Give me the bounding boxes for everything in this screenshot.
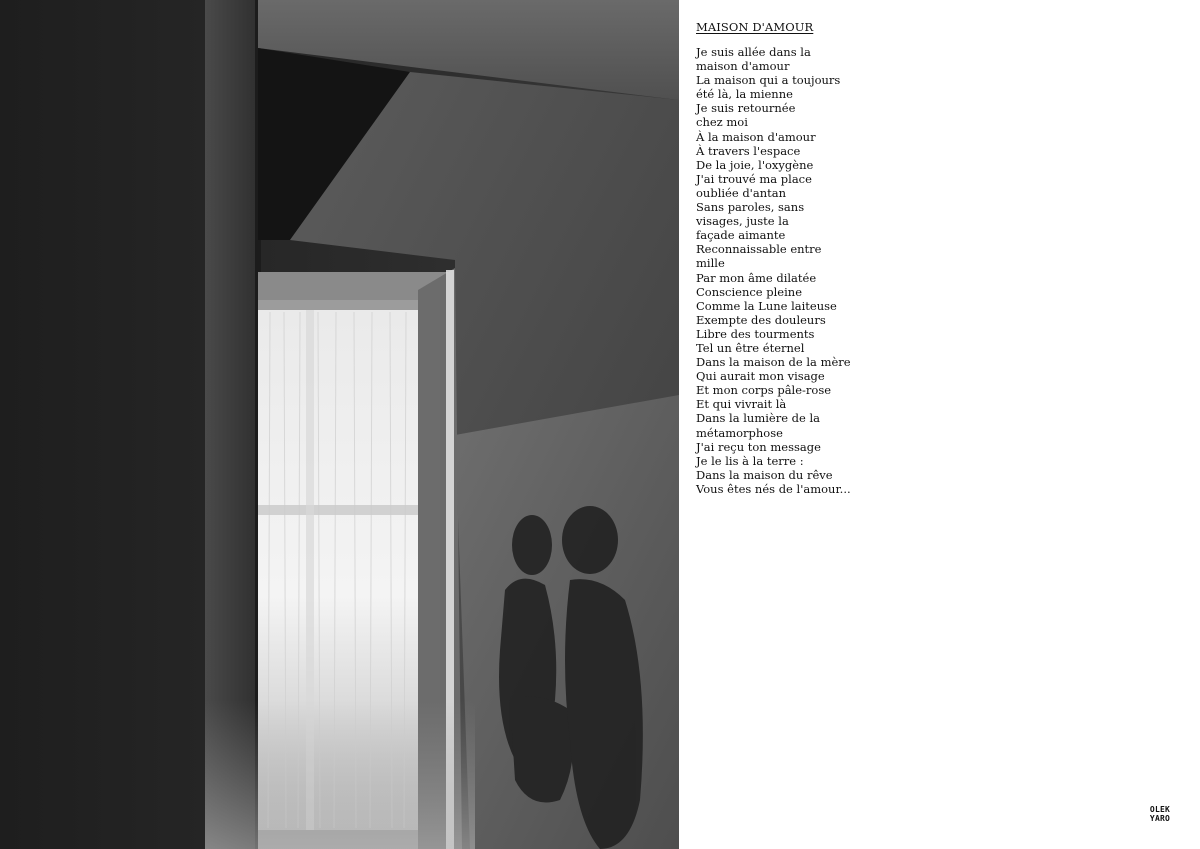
poem-line: visages, juste la xyxy=(696,214,789,229)
poem-line: oubliée d'antan xyxy=(696,185,786,200)
poem-line: mille xyxy=(696,256,725,271)
poem-line: Et qui vivrait là xyxy=(696,397,787,412)
poem-line: Conscience pleine xyxy=(696,284,802,299)
poem-line: Vous êtes nés de l'amour... xyxy=(696,481,851,496)
poem-line: été là, la mienne xyxy=(696,87,793,102)
poem-line: maison d'amour xyxy=(696,59,790,74)
signature-line-2: YARO xyxy=(1149,814,1170,823)
poem-line: Sans paroles, sans xyxy=(696,200,805,215)
poem-line: Libre des tourments xyxy=(696,326,815,341)
poem-line: chez moi xyxy=(696,115,748,130)
poem-line: Par mon âme dilatée xyxy=(696,270,817,285)
poem-line: À la maison d'amour xyxy=(696,129,816,144)
poem-line: Exempte des douleurs xyxy=(696,312,826,327)
poem-line: Qui aurait mon visage xyxy=(696,369,825,384)
poem-line: La maison qui a toujours xyxy=(696,73,841,88)
poem-line: Je le lis à la terre : xyxy=(696,453,804,468)
poem-line: Et mon corps pâle-rose xyxy=(696,383,832,398)
poem-line: Je suis allée dans la xyxy=(696,45,811,59)
poem-line: Dans la maison de la mère xyxy=(696,355,851,370)
signature xyxy=(1150,805,1170,823)
poem-line: J'ai trouvé ma place xyxy=(696,171,812,186)
poem-line: J'ai reçu ton message xyxy=(696,439,821,454)
poem-line: Reconnaissable entre xyxy=(696,242,822,257)
poem-line: Dans la lumière de la xyxy=(696,411,821,426)
signature-line-1: OLEK xyxy=(1149,805,1170,814)
poem-line: Tel un être éternel xyxy=(696,340,805,355)
poem-lines xyxy=(696,45,1136,496)
poem-line: Je suis retournée xyxy=(696,101,796,116)
poem-line: Comme la Lune laiteuse xyxy=(696,298,837,313)
poem-line: Dans la maison du rêve xyxy=(696,467,833,482)
poem-line: métamorphose xyxy=(696,425,783,440)
poem-line: De la joie, l'oxygène xyxy=(696,157,814,172)
poem-line: façade aimante xyxy=(696,228,786,243)
poem-line: À travers l'espace xyxy=(696,143,801,158)
poem-title: MAISON D'AMOUR xyxy=(696,20,814,34)
poem xyxy=(696,19,1136,496)
